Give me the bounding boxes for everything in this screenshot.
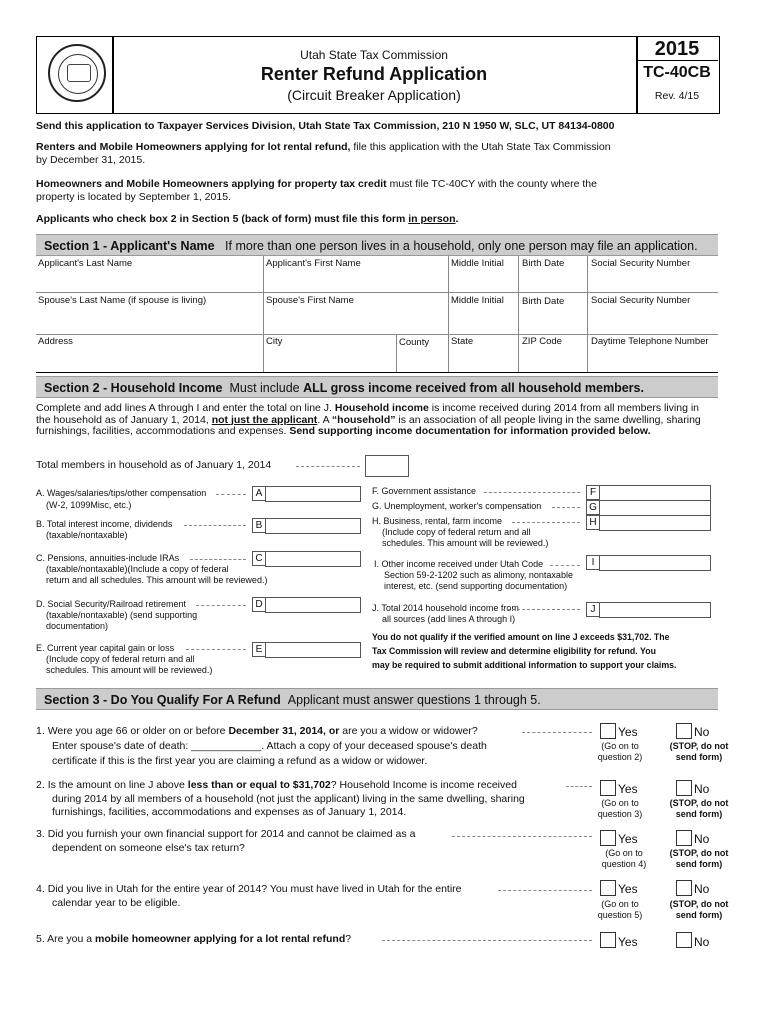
line-b-letter: B xyxy=(252,518,266,533)
section3-header: Section 3 - Do You Qualify For A Refund Applicant must answer questions 1 through 5. xyxy=(36,688,718,710)
send-to-address: Send this application to Taxpayer Services Division, Utah State Tax Commission, 210 N 1950 W, SLC, UT 84134-0800 xyxy=(36,120,615,132)
applicant-last-name-field[interactable]: Applicant's Last Name xyxy=(38,258,133,269)
q2-no-checkbox[interactable] xyxy=(676,780,692,796)
line-i-sub: Section 59-2-1202 such as alimony, nontaxable xyxy=(384,570,573,580)
line-d-input[interactable] xyxy=(265,597,361,613)
form-revision: Rev. 4/15 xyxy=(654,90,700,102)
form-number: TC-40CB xyxy=(643,64,711,81)
in-person-instruction: Applicants who check box 2 in Section 5 (back of form) must file this form in person. xyxy=(36,213,459,225)
line-c-label: C. Pensions, annuities-include IRAs xyxy=(36,553,180,563)
question-2-line2: during 2014 by all members of a household (not just the applicant) living in the same dwelling, sharing xyxy=(52,793,525,805)
form-subtitle: (Circuit Breaker Application) xyxy=(287,87,461,103)
line-j-input[interactable] xyxy=(599,602,711,618)
q4-no-note: (STOP, do not send form) xyxy=(669,899,729,920)
line-f-input[interactable] xyxy=(599,485,711,501)
line-a-input[interactable] xyxy=(265,486,361,502)
line-h-sub2: schedules. This amount will be reviewed.) xyxy=(382,538,549,548)
daytime-phone-field[interactable]: Daytime Telephone Number xyxy=(591,336,709,347)
question-4-line2: calendar year to be eligible. xyxy=(52,897,181,909)
line-f-letter: F xyxy=(586,485,600,500)
city-field[interactable]: City xyxy=(266,336,283,347)
line-h-label: H. Business, rental, farm income xyxy=(372,516,503,526)
q4-no-label: No xyxy=(694,882,710,896)
question-1: 1. Were you age 66 or older on or before December 31, 2014, or are you a widow or widower? xyxy=(36,725,478,737)
applicant-ssn-field[interactable]: Social Security Number xyxy=(591,258,691,269)
line-i-input[interactable] xyxy=(599,555,711,571)
household-income-description: Complete and add lines A through I and enter the total on line J. Household income is income received during 2014 from all members living in the household as of January 1, 2014, not just the applicant. A “household” is an association of all people living in the same dwelling, sharing furnishings, facilities, accommodations and expenses. Send supporting income documentation for information provided below. xyxy=(36,402,701,437)
q5-yes-checkbox[interactable] xyxy=(600,932,616,948)
line-e-sub: (Include copy of federal return and all xyxy=(46,654,195,664)
line-j-letter: J xyxy=(586,602,600,617)
county-field[interactable]: County xyxy=(399,337,430,348)
q2-yes-note: (Go on to question 3) xyxy=(597,798,643,819)
state-seal-icon xyxy=(48,44,106,102)
q3-no-checkbox[interactable] xyxy=(676,830,692,846)
line-e-label: E. Current year capital gain or loss xyxy=(36,643,175,653)
line-d-sub2: documentation) xyxy=(46,621,109,631)
question-5: 5. Are you a mobile homeowner applying for a lot rental refund? xyxy=(36,933,352,945)
q1-yes-label: Yes xyxy=(618,725,638,739)
line-e-letter: E xyxy=(252,642,266,657)
line-b-input[interactable] xyxy=(265,518,361,534)
q4-yes-checkbox[interactable] xyxy=(600,880,616,896)
q3-yes-note: (Go on to question 4) xyxy=(601,848,647,869)
q4-yes-label: Yes xyxy=(618,882,638,896)
line-c-letter: C xyxy=(252,551,266,566)
line-j-sub: all sources (add lines A through I) xyxy=(382,614,516,624)
line-j-label: J. Total 2014 household income from xyxy=(372,603,519,613)
q3-no-label: No xyxy=(694,832,710,846)
line-g-label: G. Unemployment, worker's compensation xyxy=(372,501,542,511)
applicant-birth-date-field[interactable]: Birth Date xyxy=(522,258,565,269)
q5-yes-label: Yes xyxy=(618,935,638,949)
q1-yes-note: (Go on to question 2) xyxy=(597,741,643,762)
q5-no-checkbox[interactable] xyxy=(676,932,692,948)
question-1-line2: Enter spouse's date of death: ____________. Attach a copy of your deceased spouse's death xyxy=(52,740,487,752)
applicant-middle-initial-field[interactable]: Middle Initial xyxy=(451,258,504,269)
line-d-label: D. Social Security/Railroad retirement xyxy=(36,599,187,609)
question-1-line3: certificate if this is the first year you are claiming a refund as a widow or widower. xyxy=(52,755,428,767)
line-c-sub2: return and all schedules. This amount will be reviewed.) xyxy=(46,575,268,585)
address-field[interactable]: Address xyxy=(38,336,73,347)
line-e-input[interactable] xyxy=(265,642,361,658)
line-b-label: B. Total interest income, dividends xyxy=(36,519,173,529)
form-title: Renter Refund Application xyxy=(260,64,488,84)
q2-no-note: (STOP, do not send form) xyxy=(669,798,729,819)
homeowners-instruction: Homeowners and Mobile Homeowners applying for property tax credit must file TC-40CY with the county where the property is located by September 1, 2015. xyxy=(36,178,597,203)
q1-no-label: No xyxy=(694,725,710,739)
spouse-birth-date-field[interactable]: Birth Date xyxy=(522,296,565,307)
q1-yes-checkbox[interactable] xyxy=(600,723,616,739)
q4-no-checkbox[interactable] xyxy=(676,880,692,896)
q3-yes-label: Yes xyxy=(618,832,638,846)
line-i-sub2: interest, etc. (send supporting documentation) xyxy=(384,581,568,591)
question-3: 3. Did you furnish your own financial support for 2014 and cannot be claimed as a xyxy=(36,828,416,840)
form-year: 2015 xyxy=(654,38,700,60)
section2-header: Section 2 - Household Income Must include ALL gross income received from all household members. xyxy=(36,376,718,398)
q4-yes-note: (Go on to question 5) xyxy=(597,899,643,920)
line-h-sub: (Include copy of federal return and all xyxy=(382,527,531,537)
question-4: 4. Did you live in Utah for the entire year of 2014? You must have lived in Utah for the entire xyxy=(36,883,462,895)
spouse-middle-initial-field[interactable]: Middle Initial xyxy=(451,295,504,306)
state-field[interactable]: State xyxy=(451,336,474,347)
line-g-input[interactable] xyxy=(599,500,711,516)
section1-header: Section 1 - Applicant's Name If more than one person lives in a household, only one person may file an application. xyxy=(36,234,718,256)
spouse-last-name-field[interactable]: Spouse's Last Name (if spouse is living) xyxy=(38,295,207,306)
q2-yes-label: Yes xyxy=(618,782,638,796)
eligibility-warning-2: Tax Commission will review and determine eligibility for refund. You xyxy=(372,646,656,656)
line-a-label: A. Wages/salaries/tips/other compensation xyxy=(36,488,207,498)
line-g-letter: G xyxy=(586,500,600,515)
line-a-letter: A xyxy=(252,486,266,501)
eligibility-warning-3: may be required to submit additional information to support your claims. xyxy=(372,660,677,670)
section1-grid xyxy=(36,256,718,373)
question-2-line3: furnishings, facilities, accommodations and expenses as of January 1, 2014. xyxy=(52,806,407,818)
line-d-sub: (taxable/nontaxable) (send supporting xyxy=(46,610,198,620)
question-3-line2: dependent on someone else's tax return? xyxy=(52,842,245,854)
spouse-ssn-field[interactable]: Social Security Number xyxy=(591,295,691,306)
q5-no-label: No xyxy=(694,935,710,949)
line-i-letter: I xyxy=(586,555,600,570)
question-2: 2. Is the amount on line J above less than or equal to $31,702? Household Income is income received xyxy=(36,779,517,791)
spouse-first-name-field[interactable]: Spouse's First Name xyxy=(266,295,354,306)
line-c-input[interactable] xyxy=(265,551,361,567)
line-h-input[interactable] xyxy=(599,515,711,531)
q1-no-note: (STOP, do not send form) xyxy=(669,741,729,762)
q3-yes-checkbox[interactable] xyxy=(600,830,616,846)
line-f-label: F. Government assistance xyxy=(372,486,477,496)
eligibility-warning-1: You do not qualify if the verified amount on line J exceeds $31,702. The xyxy=(372,632,670,642)
zip-code-field[interactable]: ZIP Code xyxy=(522,336,562,347)
line-a-sub: (W-2, 1099Misc, etc.) xyxy=(46,500,132,510)
renters-instruction: Renters and Mobile Homeowners applying for lot rental refund, file this application with the Utah State Tax Commission by December 31, 2015. xyxy=(36,141,611,166)
q2-yes-checkbox[interactable] xyxy=(600,780,616,796)
line-b-sub: (taxable/nontaxable) xyxy=(46,530,128,540)
line-i-label: I. Other income received under Utah Code xyxy=(374,559,544,569)
q3-no-note: (STOP, do not send form) xyxy=(669,848,729,869)
line-e-sub2: schedules. This amount will be reviewed.) xyxy=(46,665,213,675)
line-h-letter: H xyxy=(586,515,600,530)
q2-no-label: No xyxy=(694,782,710,796)
total-members-label: Total members in household as of January 1, 2014 xyxy=(36,459,272,471)
line-d-letter: D xyxy=(252,597,266,612)
line-c-sub: (taxable/nontaxable)(Include a copy of federal xyxy=(46,564,229,574)
total-members-input[interactable] xyxy=(365,455,409,477)
applicant-first-name-field[interactable]: Applicant's First Name xyxy=(266,258,361,269)
q1-no-checkbox[interactable] xyxy=(676,723,692,739)
agency-name: Utah State Tax Commission xyxy=(300,48,448,62)
